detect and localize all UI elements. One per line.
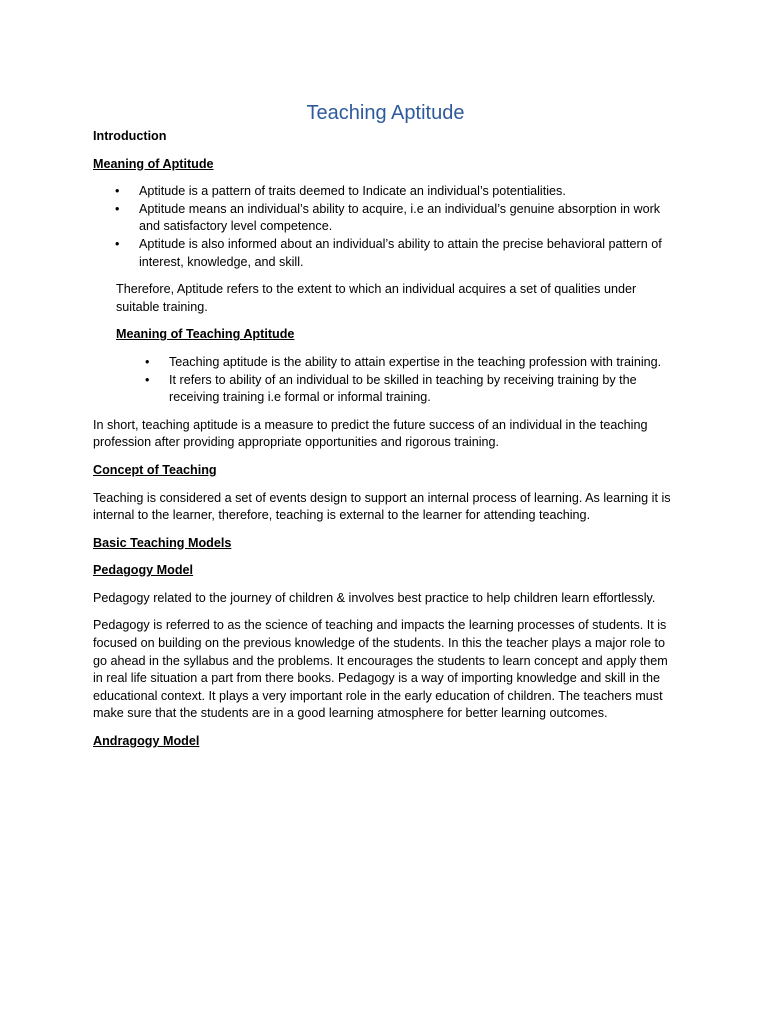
list-item: • It refers to ability of an individual to be skilled in teaching by receiving training by the receiving training i.e formal or informal training. <box>93 372 678 407</box>
aptitude-bullet-list <box>93 183 678 271</box>
pedagogy-model-heading: Pedagogy Model <box>93 563 194 578</box>
teaching-aptitude-bullet-list <box>93 354 678 407</box>
introduction-heading: Introduction <box>93 129 167 143</box>
document-title: Teaching Aptitude <box>306 102 465 124</box>
document-body <box>93 100 678 761</box>
list-item: • Aptitude is also informed about an individual’s ability to attain the precise behavioral pattern of interest, knowledge, and skill. <box>93 236 678 271</box>
concept-of-teaching-paragraph: Teaching is considered a set of events design to support an internal process of learning. As learning it is internal to the learner, therefore, teaching is external to the learner for attending teaching. <box>93 490 671 523</box>
list-item: • Aptitude means an individual’s ability to acquire, i.e an individual’s genuine absorption in work and satisfactory level competence. <box>93 201 678 236</box>
meaning-of-aptitude-heading: Meaning of Aptitude <box>93 156 214 171</box>
list-item: • Teaching aptitude is the ability to attain expertise in the teaching profession with training. <box>93 354 678 372</box>
meaning-of-teaching-aptitude-heading: Meaning of Teaching Aptitude <box>116 327 295 342</box>
basic-teaching-models-heading: Basic Teaching Models <box>93 535 232 550</box>
andragogy-model-heading: Andragogy Model <box>93 734 200 749</box>
list-item: • Aptitude is a pattern of traits deemed to Indicate an individual’s potentialities. <box>93 183 678 201</box>
in-short-paragraph: In short, teaching aptitude is a measure to predict the future success of an individual in the teaching profession after providing appropriate opportunities and rigorous training. <box>93 417 648 450</box>
pedagogy-paragraph-2: Pedagogy is referred to as the science of teaching and impacts the learning processes of students. It is focused on building on the previous knowledge of the students. In this the teacher plays a major role to go ahead in the syllabus and the problems. It encourages the students to learn concept and apply them in real life situation a part from there books. Pedagogy is a way of importing knowledge and skill in the educational context. It plays a very important role in the early education of children. The teachers must make sure that the students are in a good learning atmosphere for better learning outcomes. <box>93 618 668 721</box>
concept-of-teaching-heading: Concept of Teaching <box>93 462 217 477</box>
aptitude-summary: Therefore, Aptitude refers to the extent to which an individual acquires a set of qualities under suitable training. <box>116 282 637 314</box>
pedagogy-paragraph-1: Pedagogy related to the journey of children & involves best practice to help children learn effortlessly. <box>93 590 656 605</box>
